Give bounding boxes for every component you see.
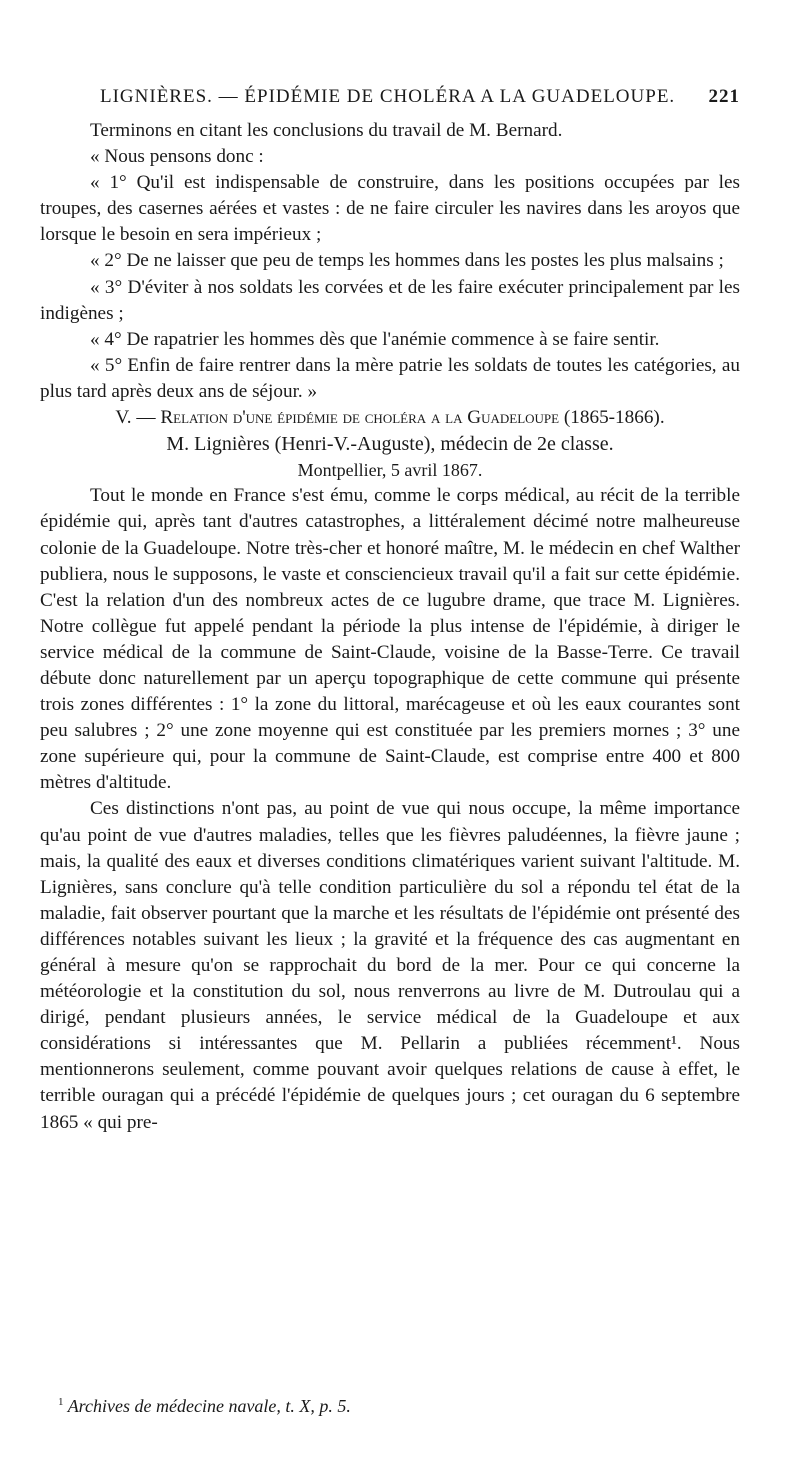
section-number: V. bbox=[115, 407, 132, 429]
body-text bbox=[40, 118, 740, 1136]
footnote bbox=[58, 1396, 351, 1417]
conclusion-4: « 4° De rapatrier les hommes dès que l'anémie commence à se faire sentir. bbox=[90, 328, 660, 350]
section-date: Montpellier, 5 avril 1867. bbox=[297, 460, 483, 481]
conclusion-1: « 1° Qu'il est indispensable de construire, dans les positions occupées par les troupes, des casernes aérées et vastes : de ne faire circuler les navires dans les aroyos que lorsque le besoin en sera impérieux ; bbox=[40, 172, 740, 246]
conclusion-3: « 3° D'éviter à nos soldats les corvées et de les faire exécuter principalement par les indigènes ; bbox=[40, 276, 740, 324]
section-author: M. Lignières (Henri-V.-Auguste), médecin de 2e classe. bbox=[166, 433, 614, 456]
section-title: Relation d'une épidémie de choléra a la Guadeloupe (1865-1866). bbox=[160, 407, 665, 429]
footnote-mark: 1 bbox=[58, 1396, 64, 1408]
intro-paragraph: Terminons en citant les conclusions du travail de M. Bernard. bbox=[90, 120, 563, 141]
conclusion-2: « 2° De ne laisser que peu de temps les hommes dans les postes les plus malsains ; bbox=[90, 250, 724, 272]
page-number: 221 bbox=[708, 86, 740, 107]
section-dash: — bbox=[136, 407, 156, 429]
paragraph-2: Ces distinctions n'ont pas, au point de vue qui nous occupe, la même importance qu'au point de vue d'autres maladies, telles que les fièvres paludéennes, la fièvre jaune ; mais, la qualité des eaux et diverses conditions climatériques varient suivant l'altitude. M. Lignières, sans conclure qu'à telle condition particulière du sol a répondu tel état de la maladie, fait observer pourtant que la marche et les résultats de l'épidémie ont présenté des différences notables suivant les lieux ; la gravité et la fréquence des cas augmentant en général à mesure qu'on se rapprochait du bord de la mer. Pour ce qui concerne la météorologie et la constitution du sol, nous renverrons au livre de M. Dutroulau qui a dirigé, pendant plusieurs années, le service médical de la Guadeloupe et aux considérations si intéressantes que M. Pellarin a publiées récemment¹. Nous mentionnerons seulement, comme pouvant avoir quelques relations de cause à effet, le terrible ouragan qui a précédé l'épidémie de quelques jours ; cet ouragan du 6 septembre 1865 « qui pre- bbox=[40, 798, 740, 1133]
conclusion-5: « 5° Enfin de faire rentrer dans la mère patrie les soldats de toutes les catégories, au plus tard après deux ans de séjour. » bbox=[40, 354, 740, 402]
footnote-text: Archives de médecine navale, t. X, p. 5. bbox=[67, 1396, 351, 1416]
running-header bbox=[100, 86, 740, 108]
paragraph-1: Tout le monde en France s'est ému, comme le corps médical, au récit de la terrible épidémie qui, après tant d'autres catastrophes, a littéralement décimé notre malheureuse colonie de la Guadeloupe. Notre très-cher et honoré maître, M. le médecin en chef Walther publiera, nous le supposons, le vaste et consciencieux travail qu'il a fait sur cette épidémie. C'est la relation d'un des nombreux actes de ce lugubre drame, que trace M. Lignières. Notre collègue fut appelé pendant la période la plus intense de l'épidémie, à diriger le service médical de la commune de Saint-Claude, voisine de la Basse-Terre. Ce travail débute donc naturellement par un aperçu topographique de cette commune qui présente trois zones différentes : 1° la zone du littoral, marécageuse et où les eaux courantes sont peu salubres ; 2° une zone moyenne qui est constituée par les premiers mornes ; 3° une zone supérieure qui, pour la commune de Saint-Claude, est comprise entre 400 et 800 mètres d'altitude. bbox=[40, 485, 740, 794]
section-heading bbox=[40, 405, 740, 431]
quote-open: « Nous pensons donc : bbox=[90, 146, 264, 168]
running-title: LIGNIÈRES. — ÉPIDÉMIE DE CHOLÉRA A LA GUADELOUPE. bbox=[100, 86, 676, 107]
